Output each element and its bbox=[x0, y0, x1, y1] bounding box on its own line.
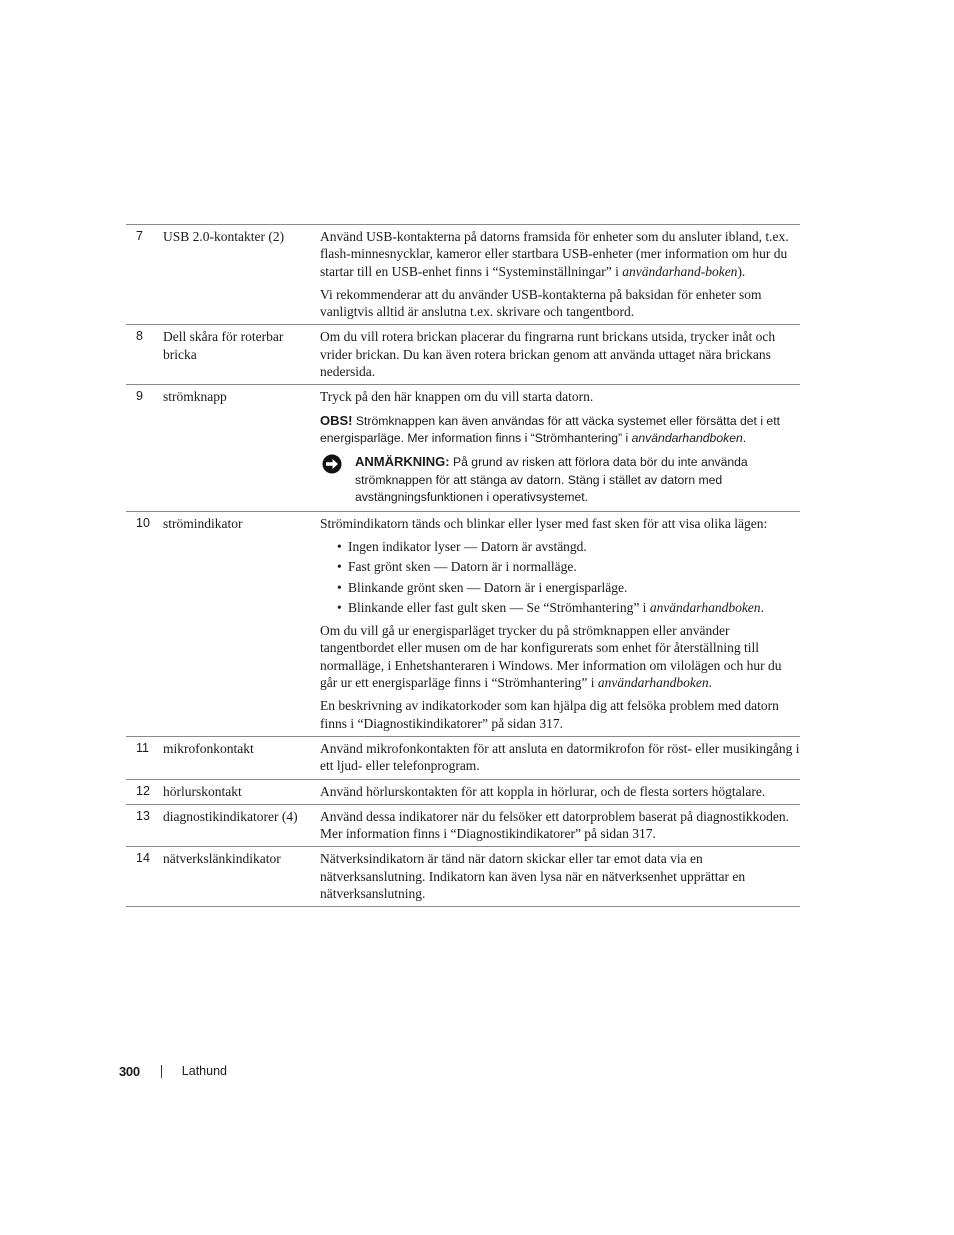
list-item: • Blinkande grönt sken — Datorn är i energisparläge. bbox=[320, 579, 800, 596]
description-paragraph: Strömindikatorn tänds och blinkar eller lyser med fast sken för att visa olika lägen: bbox=[320, 515, 768, 531]
item-number: 11 bbox=[136, 740, 149, 755]
item-name: Dell skåra för roterbar bricka bbox=[163, 329, 284, 362]
text: Om du vill gå ur energisparläget trycker du på strömknappen eller använder tangentbordet eller musen om de har konfigurerats som enhet för återställning till normalläge, i Enhetshanteraren i Windows. Mer information om vilolägen och hur du går ur ett energisparläge finns i “Strömhantering” i bbox=[320, 623, 782, 691]
description-paragraph: En beskrivning av indikatorkoder som kan hjälpa dig att felsöka problem med datorn finns i “Diagnostikindikatorer” på sidan 317. bbox=[320, 698, 779, 731]
list-item bbox=[320, 599, 800, 616]
description-paragraph: Nätverksindikatorn är tänd när datorn skickar eller tar emot data via en nätverksanslutning. Indikatorn kan även lysa när en nätverksenhet upprättar en nätverksanslutning. bbox=[320, 851, 746, 902]
text: . bbox=[760, 599, 764, 615]
table-row bbox=[126, 780, 800, 805]
text: På grund av risken att förlora data bör du inte använda strömknappen för att stänga av datorn. Stäng i stället av datorn med avstängningsfunktionen i operativsystemet. bbox=[355, 455, 748, 505]
description-paragraph bbox=[320, 228, 800, 280]
item-number: 8 bbox=[136, 329, 143, 344]
table-row bbox=[126, 805, 800, 848]
description-paragraph: Använd mikrofonkontakten för att ansluta en datormikrofon för röst- eller musikingång i ett ljud- eller telefonprogram. bbox=[320, 740, 800, 774]
item-number: 9 bbox=[136, 389, 143, 404]
description-paragraph: Använd dessa indikatorer när du felsöker ett datorproblem baserat på diagnostikkoden. Mer information finns i “Diagnostikindikatorer” på sidan 317. bbox=[320, 808, 789, 842]
item-description bbox=[320, 228, 800, 320]
notice-icon bbox=[322, 454, 342, 474]
list-item: • Fast grönt sken — Datorn är i normalläge. bbox=[320, 558, 800, 575]
italic-reference: användarhandboken bbox=[597, 675, 709, 691]
item-name: USB 2.0-kontakter (2) bbox=[163, 229, 285, 244]
text: Blinkande eller fast gult sken — Se “Strömhantering” i bbox=[348, 599, 650, 615]
table-row bbox=[126, 385, 800, 511]
italic-reference: användarhandboken bbox=[649, 599, 761, 615]
item-name: strömindikator bbox=[163, 515, 243, 531]
page-footer bbox=[119, 1062, 227, 1080]
page-number: 300 bbox=[119, 1063, 140, 1079]
description-paragraph: Tryck på den här knappen om du vill starta datorn. bbox=[320, 389, 594, 405]
section-title: Lathund bbox=[181, 1063, 227, 1078]
table-row bbox=[126, 325, 800, 385]
italic-reference: användarhandboken bbox=[631, 431, 743, 446]
item-name: hörlurskontakt bbox=[163, 783, 242, 799]
text: Strömknappen kan även användas för att väcka systemet eller försätta det i ett energisparläge. Mer information finns i “Strömhantering” i bbox=[320, 413, 780, 446]
item-description bbox=[320, 783, 800, 800]
item-description bbox=[320, 740, 800, 775]
item-number: 12 bbox=[136, 783, 150, 798]
table-row bbox=[126, 737, 800, 780]
footer-separator bbox=[161, 1065, 162, 1078]
item-number: 10 bbox=[136, 515, 150, 530]
item-number: 7 bbox=[136, 229, 143, 243]
obs-note bbox=[320, 412, 800, 448]
text: . bbox=[708, 675, 713, 691]
obs-label: OBS! bbox=[320, 412, 353, 428]
description-paragraph: Använd hörlurskontakten för att koppla in hörlurar, och de flesta sorters högtalare. bbox=[320, 783, 766, 799]
item-description bbox=[320, 515, 800, 732]
item-description bbox=[320, 328, 800, 380]
italic-reference: användarhand-boken bbox=[622, 263, 738, 279]
notice-label: ANMÄRKNING: bbox=[355, 454, 450, 470]
item-number: 14 bbox=[136, 851, 150, 866]
item-name: nätverkslänkindikator bbox=[163, 851, 281, 867]
status-list bbox=[320, 538, 800, 616]
description-paragraph bbox=[320, 622, 800, 691]
table-row bbox=[126, 847, 800, 907]
text: ). bbox=[737, 263, 746, 279]
component-table bbox=[126, 224, 800, 907]
text: . bbox=[742, 431, 747, 446]
notice-block bbox=[320, 453, 800, 506]
table-row bbox=[126, 225, 800, 325]
description-paragraph: Vi rekommenderar att du använder USB-kontakterna på baksidan för enheter som vanligtvis alltid är anslutna t.ex. skrivare och tangentbord. bbox=[320, 286, 762, 320]
item-number: 13 bbox=[136, 808, 150, 823]
list-item: • Ingen indikator lyser — Datorn är avstängd. bbox=[320, 538, 800, 555]
item-name: strömknapp bbox=[163, 389, 227, 405]
text: Använd USB-kontakterna på datorns framsida för enheter som du ansluter ibland, t.ex. flash-minnesnycklar, kameror eller startbara USB-enheter (mer information om hur du startar till en USB-enhet finns i “Systeminställningar” i bbox=[320, 229, 789, 279]
table-row bbox=[126, 512, 800, 737]
item-name: mikrofonkontakt bbox=[163, 740, 254, 756]
item-description bbox=[320, 808, 800, 843]
description-paragraph: Om du vill rotera brickan placerar du fingrarna runt brickans utsida, trycker inåt och vrider brickan. Du kan även rotera brickan genom att använda uttaget nära brickans nedersida. bbox=[320, 329, 776, 380]
item-description bbox=[320, 850, 800, 902]
item-description bbox=[320, 388, 800, 506]
item-name: diagnostikindikatorer (4) bbox=[163, 808, 298, 824]
